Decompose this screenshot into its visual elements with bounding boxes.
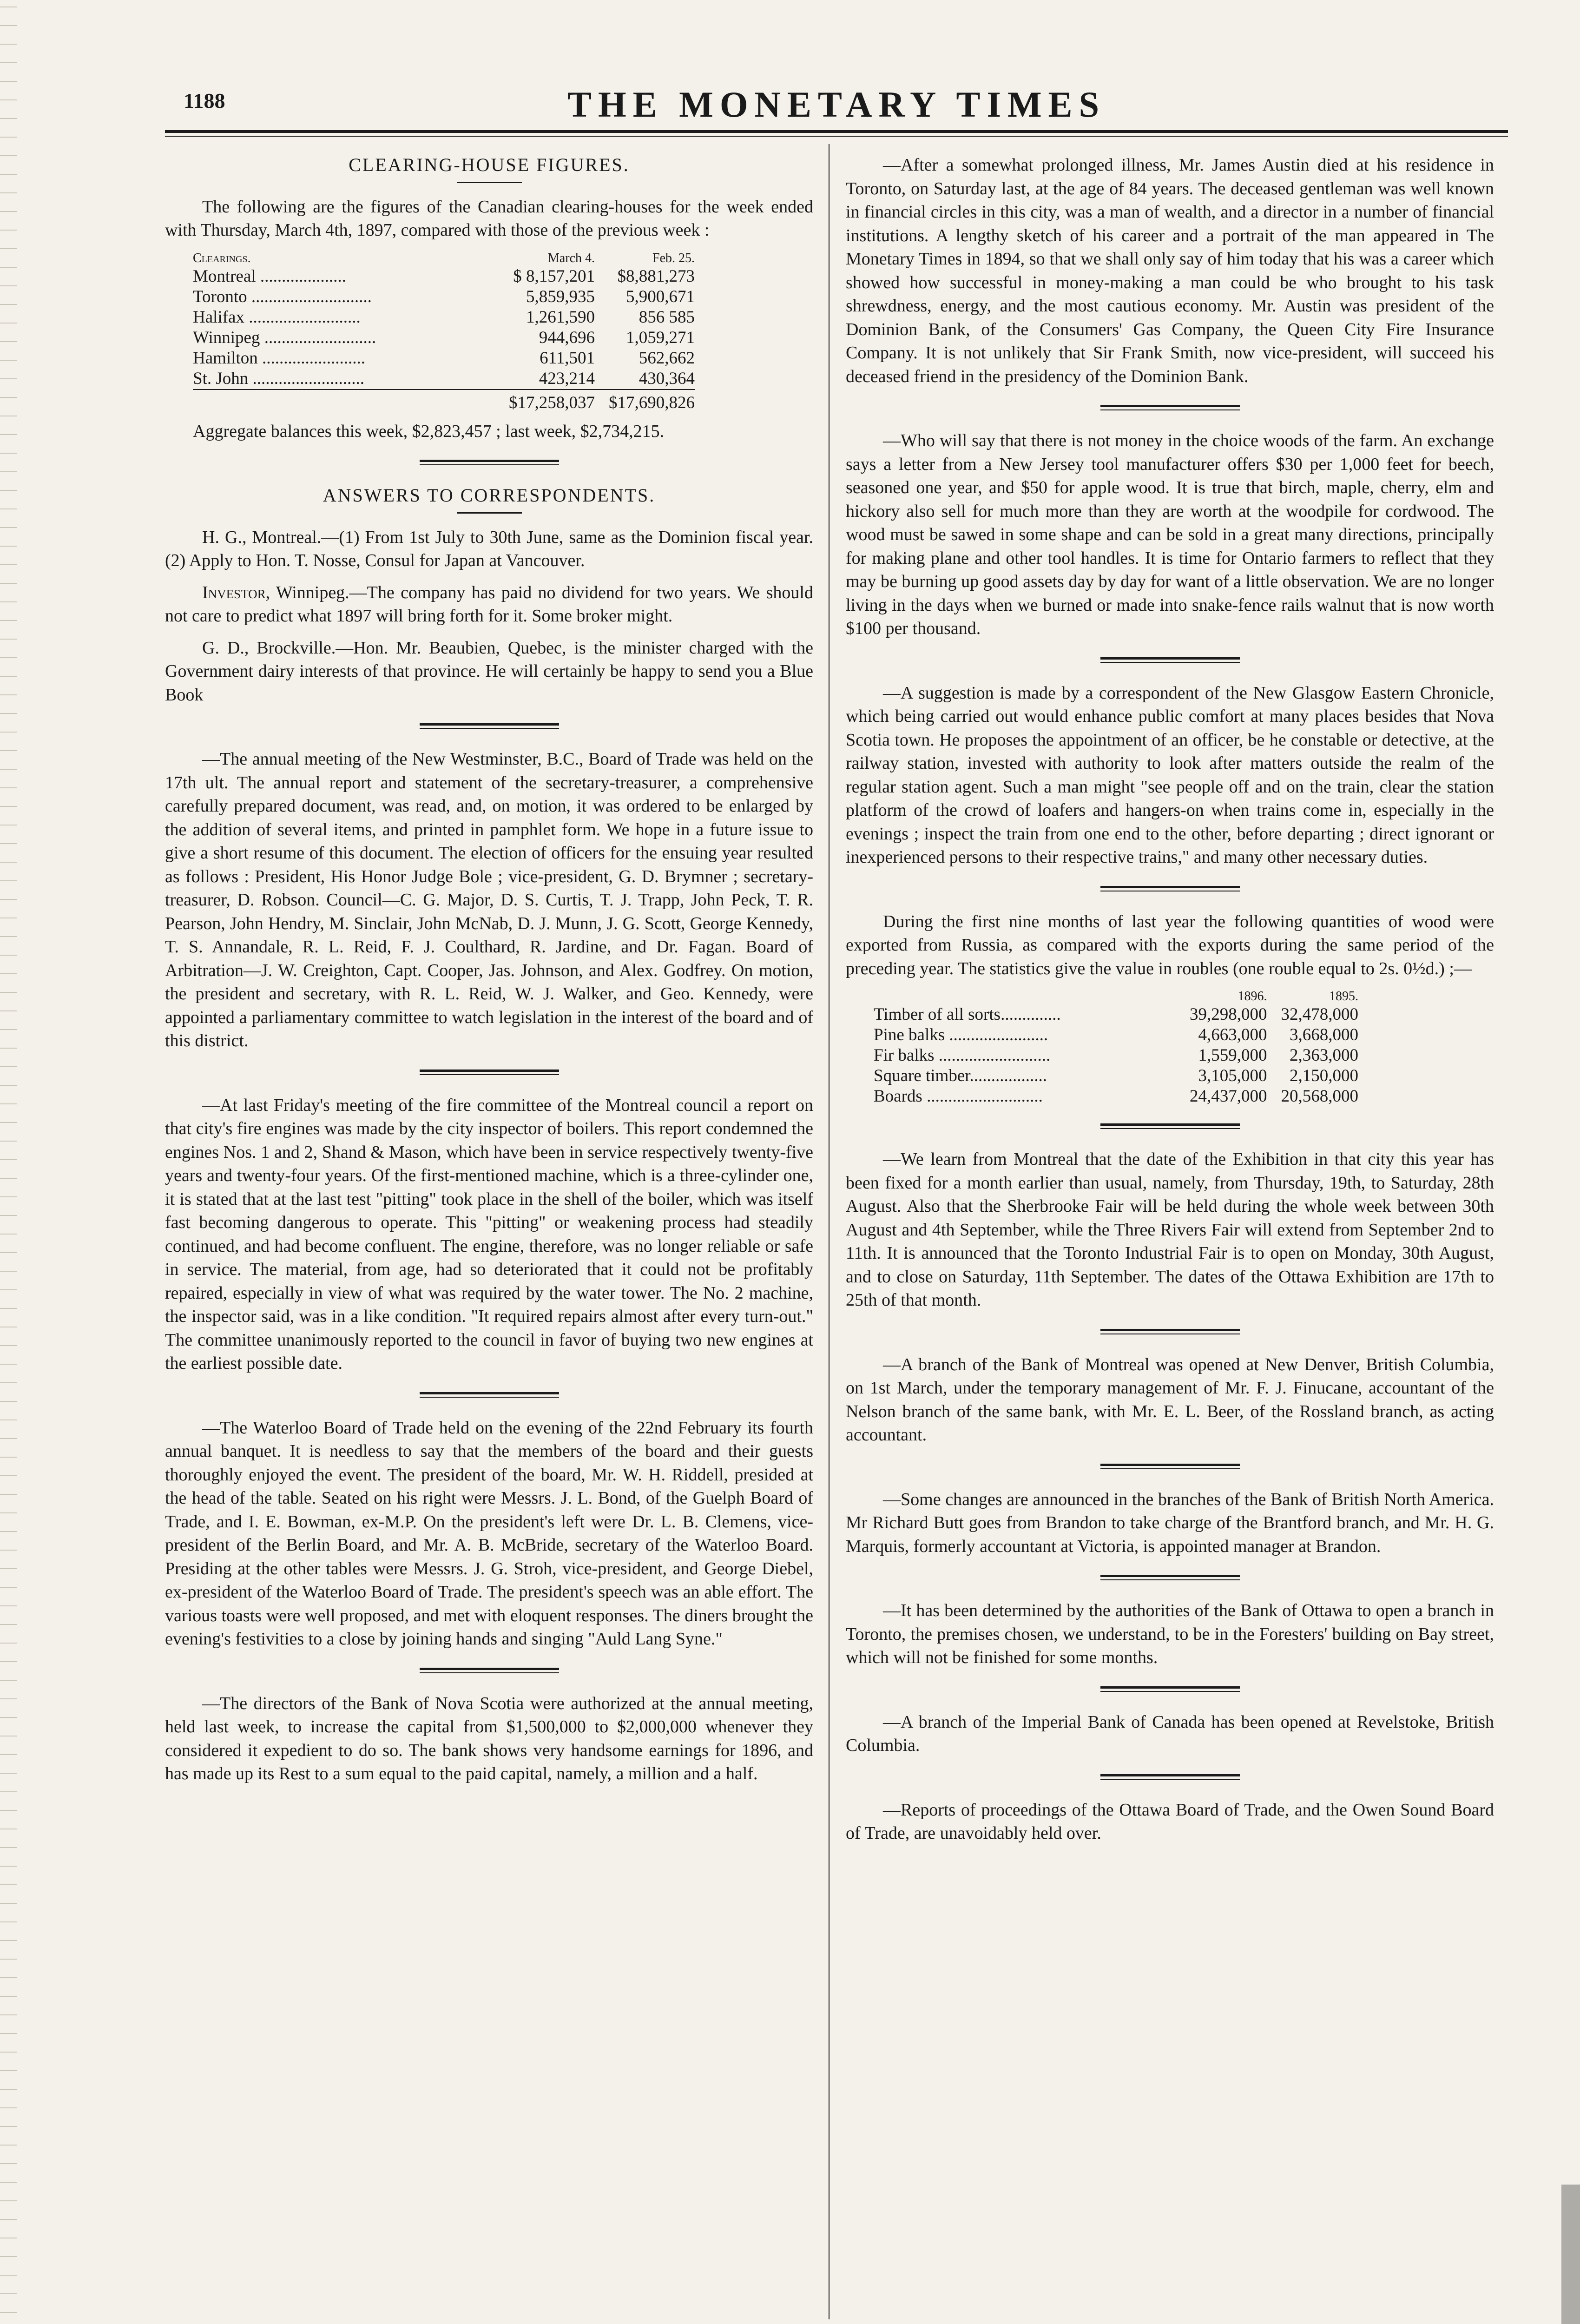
column-divider <box>829 144 830 2319</box>
feb-value: 856 585 <box>639 307 695 327</box>
table-header-row <box>874 989 1358 1004</box>
value-1895: 3,668,000 <box>1290 1025 1358 1044</box>
march-value: 5,859,935 <box>526 287 595 306</box>
table-row <box>193 348 695 369</box>
answer-2: Investor, Winnipeg.—The company has paid no dividend for two years. We should not care to predict what 1897 will bring forth for it. Some broker might. <box>165 582 813 626</box>
value-1896: 39,298,000 <box>1190 1005 1267 1024</box>
value-1896: 1,559,000 <box>1198 1046 1267 1065</box>
header-rule-thin <box>165 136 1508 137</box>
section-separator <box>1100 1329 1240 1334</box>
march-value: 611,501 <box>540 348 595 368</box>
clearing-house-title: CLEARING-HOUSE FIGURES. <box>349 154 630 175</box>
section-separator <box>1100 1123 1240 1129</box>
article-fire-engines: —At last Friday's meeting of the fire committee of the Montreal council a report on that city's fire engines was made by the city inspector of boilers. This report condemned the engines Nos. 1 and 2, Shand & Mason, which have been in service respectively twenty-five years and twenty-four years. Of the first-mentioned machine, which is a three-cylinder one, it is stated that at the last test "pitting" took place in the shell of the boiler, which was itself fast becoming dangerous to operate. This "pitting" or weakening process had steadily continued, and had become confluent. The engine, therefore, was no longer reliable or safe in service. The material, from age, had so deteriorated that it could not be profitably repaired, especially in view of what was required by the water tower. The No. 2 machine, the inspector said, was in a like condition. "It required repairs almost after every turn-out." The committee unanimously reported to the council in favor of buying two new engines at the earliest possible date. <box>165 1095 813 1373</box>
table-header-row <box>193 251 695 266</box>
title-rule <box>457 512 522 514</box>
city: Toronto ............................ <box>193 287 372 306</box>
march-value: 944,696 <box>539 328 595 347</box>
article-new-glasgow: —A suggestion is made by a correspondent of the New Glasgow Eastern Chronicle, which being carried out would enhance public comfort at many places besides that Nova Scotia town. He proposes the appointment of an officer, be he constable or detective, at the railway station, invested with authority to look after matters outside the realm of the regular station agent. Such a man might "see people off and on the train, clear the station platform of the crowd of loafers and hangers-on when trains come in, especially in the evenings ; inspect the train from one end to the other, before departing ; direct ignorant or inexperienced persons to their respective trains," and many other necessary duties. <box>846 683 1494 867</box>
feb-value: 5,900,671 <box>626 287 695 306</box>
article-nova-scotia: —The directors of the Bank of Nova Scotia were authorized at the annual meeting, held last week, to increase the capital from $1,500,000 to $2,000,000 whenever they considered it expedient to do so. The bank shows very handsome earnings for 1896, and has made up its Rest to a sum equal to the paid capital, namely, a million and a half. <box>165 1693 813 1783</box>
title-rule <box>457 182 522 183</box>
table-row <box>874 1086 1358 1107</box>
march-value: $ 8,157,201 <box>513 266 595 286</box>
value-1895: 32,478,000 <box>1281 1005 1358 1024</box>
table-row <box>193 328 695 348</box>
article-imperial-bank: —A branch of the Imperial Bank of Canada has been opened at Revelstoke, British Columbia. <box>846 1712 1494 1755</box>
left-column <box>165 153 813 1794</box>
scan-edge-left <box>0 0 17 2324</box>
article-new-denver: —A branch of the Bank of Montreal was opened at New Denver, British Columbia, on 1st March, under the temporary management of Mr. F. J. Finucane, accountant of the Nelson branch of the same bank, with Mr. E. L. Beer, of the Rossland branch, as acting accountant. <box>846 1354 1494 1445</box>
col-1896: 1896. <box>1238 989 1267 1004</box>
value-1896: 4,663,000 <box>1198 1025 1267 1044</box>
section-separator <box>1100 886 1240 891</box>
russia-intro: During the first nine months of last year the following quantities of wood were exported from Russia, as compared with the exports during the same period of the preceding year. The statistics give the value in roubles (one rouble equal to 2s. 0½d.) ;— <box>846 911 1494 978</box>
section-separator <box>420 1392 559 1398</box>
feb-value: 430,364 <box>639 369 695 388</box>
totals-row <box>193 390 695 413</box>
col-march: March 4. <box>547 251 595 265</box>
article-reports: —Reports of proceedings of the Ottawa Board of Trade, and the Owen Sound Board of Trade, are unavoidably held over. <box>846 1800 1494 1843</box>
wood-item: Fir balks .......................... <box>874 1046 1051 1065</box>
section-separator <box>420 723 559 729</box>
header-rule <box>165 130 1508 133</box>
section-separator <box>1100 657 1240 663</box>
value-1895: 2,363,000 <box>1290 1046 1358 1065</box>
col-1895: 1895. <box>1329 989 1358 1004</box>
article-waterloo: —The Waterloo Board of Trade held on the evening of the 22nd February its fourth annual banquet. It is needless to say that the members of the board and their guests thoroughly enjoyed the event. The president of the board, Mr. W. H. Riddell, presided at the head of the table. Seated on his right were Messrs. J. L. Bond, of the Guelph Board of Trade, and I. E. Bowman, ex-M.P. On the president's left were Dr. L. B. Clemens, vice-president of the Berlin Board, and Mr. A. B. McBride, secretary of the Waterloo Board. Presiding at the other tables were Messrs. J. G. Stroh, vice-president, and George Diebel, ex-president of the Waterloo Board of Trade. The president's speech was an able effort. The various toasts were well proposed, and met with eloquent responses. The diners brought the evening's festivities to a close by joining hands and singing "Auld Lang Syne." <box>165 1418 813 1649</box>
section-separator <box>1100 1575 1240 1580</box>
table-row <box>193 287 695 307</box>
article-bna: —Some changes are announced in the branches of the Bank of British North America. Mr Richard Butt goes from Brandon to take charge of the Brantford branch, and Mr. H. G. Marquis, formerly accountant at Victoria, is appointed manager at Brandon. <box>846 1489 1494 1556</box>
answer-1: H. G., Montreal.—(1) From 1st July to 30th June, same as the Dominion fiscal year. (2) Apply to Hon. T. Nosse, Consul for Japan at Vancouver. <box>165 527 813 570</box>
table-row <box>193 266 695 287</box>
scan-edge-right <box>1561 2185 1580 2324</box>
section-separator <box>420 1070 559 1075</box>
clearing-house-intro: The following are the figures of the Canadian clearing-houses for the week ended with Thursday, March 4th, 1897, compared with those of the previous week : <box>165 197 813 240</box>
value-1895: 2,150,000 <box>1290 1066 1358 1085</box>
table-row <box>874 1045 1358 1066</box>
table-row <box>193 307 695 328</box>
table-row <box>874 1066 1358 1086</box>
article-bank-of-ottawa: —It has been determined by the authorities of the Bank of Ottawa to open a branch in Toronto, the premises chosen, we understand, to be in the Foresters' building on Bay street, which will not be finished for some months. <box>846 1601 1494 1667</box>
article-woods: —Who will say that there is not money in the choice woods of the farm. An exchange says a letter from a New Jersey tool manufacturer offers $30 per 1,000 feet for beech, seasoned one year, and $50 for apple wood. It is true that birch, maple, cherry, elm and hickory also sell for much more than they are worth at the woodpile for cordwood. The wood must be sawed in some shape and can be sold in a great many directions, principally for making plane and other tool handles. It is time for Ontario farmers to reflect that they may be burning up good assets day by day for want of a little observation. We are no longer living in the days when we burned or made into snake-fence rails walnut that is now worth $100 per thousand. <box>846 431 1494 638</box>
article-austin: —After a somewhat prolonged illness, Mr. James Austin died at his residence in Toronto, on Saturday last, at the age of 84 years. The deceased gentleman was well known in financial circles in this city, was a man of wealth, and a director in a number of financial institutions. A lengthy sketch of his career and a portrait of the man appeared in The Monetary Times in 1894, so that we shall only say of him today that his was a career which showed how successful in money-making a man could be who brought to his task shrewdness, energy, and the most cautious economy. Mr. Austin was president of the Dominion Bank, of the Consumers' Gas Company, the Queen City Fire Insurance Company. It is not unlikely that Sir Frank Smith, now vice-president, will succeed his deceased friend in the presidency of the Dominion Bank. <box>846 155 1494 386</box>
russia-wood-table <box>874 989 1358 1107</box>
feb-value: 562,662 <box>639 348 695 368</box>
answers-title: ANSWERS TO CORRESPONDENTS. <box>323 485 656 506</box>
article-exhibition: —We learn from Montreal that the date of the Exhibition in that city this year has been fixed for a month earlier than usual, namely, from Thursday, 19th, to Saturday, 28th August. Also that the Sherbrooke Fair will be held during the whole week between 30th August and 4th September, while the Three Rivers Fair will extend from September 2nd to 11th. It is announced that the Toronto Industrial Fair is to open on Monday, 30th August, and to close on Saturday, 11th September. The dates of the Ottawa Exhibition are 17th to 25th of that month. <box>846 1149 1494 1310</box>
newspaper-page <box>165 84 1508 2324</box>
section-separator <box>420 460 559 465</box>
feb-value: 1,059,271 <box>626 328 695 347</box>
col-feb: Feb. 25. <box>652 251 695 265</box>
wood-item: Timber of all sorts.............. <box>874 1005 1061 1024</box>
wood-item: Pine balks ....................... <box>874 1025 1048 1044</box>
city: Halifax .......................... <box>193 307 361 327</box>
answer-3: G. D., Brockville.—Hon. Mr. Beaubien, Quebec, is the minister charged with the Government dairy interests of that province. He will certainly be happy to send you a Blue Book <box>165 638 813 705</box>
value-1895: 20,568,000 <box>1281 1087 1358 1106</box>
table-row <box>874 1004 1358 1025</box>
page-header <box>165 84 1508 135</box>
masthead: THE MONETARY TIMES <box>567 84 1106 125</box>
value-1896: 24,437,000 <box>1190 1087 1267 1106</box>
city: Hamilton ........................ <box>193 348 366 368</box>
city: St. John .......................... <box>193 369 365 388</box>
table-row <box>193 369 695 390</box>
section-separator <box>1100 1464 1240 1469</box>
wood-item: Boards ........................... <box>874 1087 1043 1106</box>
wood-item: Square timber.................. <box>874 1066 1047 1085</box>
col-clearings: Clearings. <box>193 251 251 265</box>
section-separator <box>420 1668 559 1673</box>
table-row <box>874 1025 1358 1045</box>
city: Winnipeg .......................... <box>193 328 376 347</box>
feb-value: $8,881,273 <box>617 266 695 286</box>
march-value: 423,214 <box>539 369 595 388</box>
section-separator <box>1100 1774 1240 1780</box>
section-separator <box>1100 1686 1240 1692</box>
march-value: 1,261,590 <box>526 307 595 327</box>
city: Montreal .................... <box>193 266 346 286</box>
value-1896: 3,105,000 <box>1198 1066 1267 1085</box>
total-feb: $17,690,826 <box>595 390 695 413</box>
right-column <box>846 153 1494 1854</box>
page-number: 1188 <box>184 89 225 112</box>
total-march: $17,258,037 <box>495 390 595 413</box>
article-westminster: —The annual meeting of the New Westminster, B.C., Board of Trade was held on the 17th ult. The annual report and statement of the secretary-treasurer, a comprehensive carefully prepared document, was read, and, on motion, it was ordered to be enlarged by the addition of several items, and printed in pamphlet form. We hope in a future issue to give a short resume of this document. The election of officers for the ensuing year resulted as follows : President, His Honor Judge Bole ; vice-president, G. D. Brymner ; secretary-treasurer, D. Robson. Council—C. G. Major, D. S. Curtis, T. J. Trapp, John Peck, T. R. Pearson, John Hendry, M. Sinclair, John McNab, D. J. Munn, J. G. Scott, George Kennedy, T. S. Annandale, R. L. Reid, F. J. Coulthard, R. Jardine, and Dr. Fagan. Board of Arbitration—J. W. Creighton, Capt. Cooper, Jas. Johnson, and Alex. Godfrey. On motion, the president and secretary, with R. L. Reid, W. J. Walker, and Geo. Kennedy, were appointed a parliamentary committee to watch legislation in the interest of the board and of this district. <box>165 749 813 1050</box>
aggregate-balances: Aggregate balances this week, $2,823,457 ; last week, $2,734,215. <box>193 421 665 441</box>
section-separator <box>1100 405 1240 410</box>
clearing-house-table <box>193 251 695 413</box>
